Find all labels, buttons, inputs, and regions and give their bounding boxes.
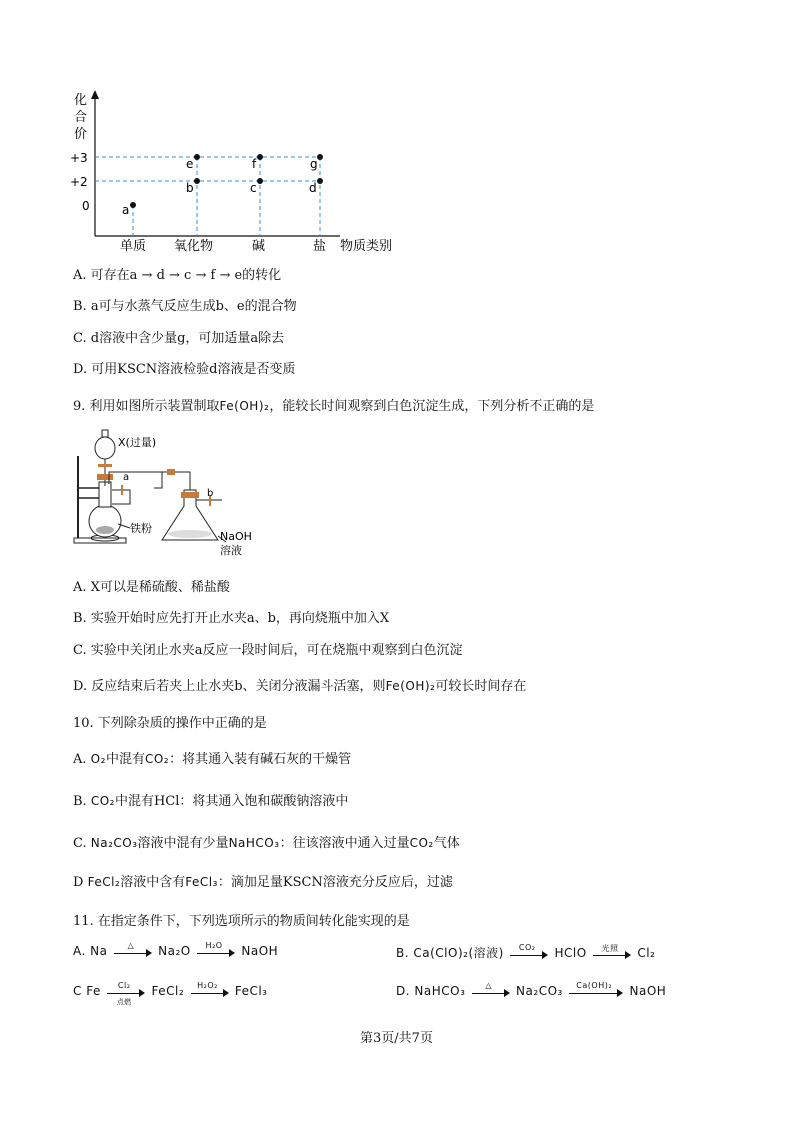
species-1: Fe bbox=[86, 984, 101, 998]
species-2: Na₂O bbox=[158, 944, 191, 958]
option-letter: A. bbox=[73, 752, 87, 767]
q11-stem: 11. 在指定条件下，下列选项所示的物质间转化能实现的是 bbox=[73, 914, 410, 929]
point-f bbox=[257, 154, 263, 160]
option-letter: D. bbox=[73, 362, 88, 377]
q11-option-b[interactable] bbox=[396, 944, 655, 961]
page-footer: 第3页/共7页 bbox=[360, 1031, 433, 1046]
option-text: 实验中关闭止水夹a反应一段时间后，可在烧瓶中观察到白色沉淀 bbox=[90, 643, 463, 658]
apparatus-label-solution: 溶液 bbox=[220, 544, 242, 557]
q9-option-b[interactable] bbox=[73, 607, 389, 626]
point-g-label: g bbox=[310, 157, 318, 171]
option-formula-2: FeCl₃ bbox=[185, 875, 218, 889]
option-letter: C. bbox=[73, 643, 87, 658]
option-letter: A. bbox=[73, 268, 87, 283]
point-e bbox=[194, 154, 200, 160]
q11-option-c[interactable] bbox=[73, 980, 268, 1006]
option-rest: ：将其通入装有碱石灰的干燥管 bbox=[169, 752, 352, 767]
option-letter: B. bbox=[73, 611, 87, 626]
option-text: 可用KSCN溶液检验d溶液是否变质 bbox=[91, 362, 296, 377]
point-a bbox=[130, 202, 136, 208]
option-text: d溶液中含少量g，可加适量a除去 bbox=[90, 331, 285, 346]
reaction-arrow-icon: 光照 bbox=[593, 947, 631, 961]
option-formula-2: NaHCO₃ bbox=[228, 836, 280, 850]
point-c bbox=[257, 178, 263, 184]
point-e-label: e bbox=[186, 157, 194, 171]
y-axis-title-1: 化 bbox=[74, 93, 88, 108]
q8-option-d[interactable] bbox=[73, 358, 296, 377]
reaction-arrow-icon: △ bbox=[114, 945, 152, 959]
apparatus-label-a: a bbox=[123, 472, 130, 483]
option-letter: B. bbox=[73, 794, 87, 809]
species-2: HClO bbox=[554, 946, 587, 960]
q9-stem bbox=[73, 395, 594, 414]
reaction-arrow-icon: △ bbox=[472, 985, 510, 999]
q10-stem: 10. 下列除杂质的操作中正确的是 bbox=[73, 716, 267, 731]
option-formula-1: Na₂CO₃ bbox=[90, 836, 138, 850]
option-text: X可以是稀硫酸、稀盐酸 bbox=[90, 580, 230, 595]
option-mid: 溶液中含有 bbox=[120, 875, 186, 890]
species-3: FeCl₃ bbox=[234, 984, 268, 998]
option-formula-1: FeCl₂ bbox=[87, 875, 121, 889]
option-text-post: 可较长时间存在 bbox=[435, 679, 527, 694]
option-formula-2: CO₂ bbox=[144, 752, 170, 766]
reaction-arrow-icon: Ca(OH)₂ bbox=[569, 985, 623, 999]
q11-option-d[interactable] bbox=[396, 980, 667, 999]
option-letter: B. bbox=[73, 299, 87, 314]
option-mid: 中混有 bbox=[105, 752, 145, 767]
species-3: NaOH bbox=[241, 944, 279, 958]
option-text: a可与水蒸气反应生成b、e的混合物 bbox=[90, 299, 297, 314]
apparatus-label-b: b bbox=[207, 488, 214, 499]
reaction-arrow-icon: CO₂ bbox=[510, 947, 548, 961]
species-1: Na bbox=[90, 944, 108, 958]
y-tick-plus2: +2 bbox=[70, 175, 88, 189]
point-c-label: c bbox=[250, 181, 257, 195]
option-letter: A. bbox=[73, 580, 87, 595]
q9-stem-pre: 9. 利用如图所示装置制取 bbox=[73, 399, 220, 414]
option-mid: 溶液中混有少量 bbox=[137, 836, 229, 851]
q8-option-a[interactable] bbox=[73, 264, 281, 283]
species-2: FeCl₂ bbox=[151, 984, 185, 998]
option-letter: D bbox=[73, 875, 84, 890]
q9-option-c[interactable] bbox=[73, 639, 463, 658]
reaction-arrow-icon: H₂O₂ bbox=[191, 985, 229, 999]
option-mid: 中混有HCl：将其通入饱和碳酸钠溶液中 bbox=[114, 794, 349, 809]
y-axis-title-3: 价 bbox=[74, 127, 88, 142]
apparatus-label-naoh: NaOH bbox=[220, 530, 252, 543]
option-rest-2: 气体 bbox=[433, 836, 460, 851]
y-tick-plus3: +3 bbox=[70, 151, 88, 165]
x-label-base: 碱 bbox=[252, 239, 266, 254]
species-1-state: (溶液) bbox=[468, 946, 504, 960]
option-letter: D. bbox=[396, 984, 411, 998]
y-tick-zero: 0 bbox=[82, 199, 90, 213]
point-f-label: f bbox=[252, 157, 257, 171]
option-letter: C bbox=[73, 984, 82, 998]
point-d-label: d bbox=[309, 181, 317, 195]
option-formula-1: O₂ bbox=[90, 752, 106, 766]
reaction-arrow-icon: Cl₂ 点燃 bbox=[107, 985, 145, 999]
option-text: 可存在a → d → c → f → e的转化 bbox=[90, 268, 282, 283]
x-label-oxide: 氧化物 bbox=[174, 239, 214, 254]
y-axis-title-2: 合 bbox=[74, 110, 88, 125]
species-1: NaHCO₃ bbox=[414, 984, 466, 998]
species-3: NaOH bbox=[629, 984, 667, 998]
q10-option-d[interactable] bbox=[73, 871, 453, 890]
option-letter: C. bbox=[73, 331, 87, 346]
option-rest: ：滴加足量KSCN溶液充分反应后，过滤 bbox=[217, 875, 453, 890]
species-3: Cl₂ bbox=[637, 946, 656, 960]
q8-option-b[interactable] bbox=[73, 295, 297, 314]
point-d bbox=[317, 178, 323, 184]
point-g bbox=[317, 154, 323, 160]
q10-option-b[interactable] bbox=[73, 790, 348, 809]
q10-option-c[interactable] bbox=[73, 832, 460, 851]
q9-formula: Fe(OH)₂ bbox=[219, 399, 270, 413]
x-label-salt: 盐 bbox=[313, 239, 327, 254]
option-text: 实验开始时应先打开止水夹a、b，再向烧瓶中加入X bbox=[90, 611, 390, 626]
point-b bbox=[194, 178, 200, 184]
q8-option-c[interactable] bbox=[73, 327, 284, 346]
option-rest: ：往该溶液中通入过量 bbox=[279, 836, 410, 851]
q9-option-d[interactable] bbox=[73, 675, 526, 694]
point-a-label: a bbox=[122, 203, 130, 217]
apparatus-label-iron: 铁粉 bbox=[130, 522, 152, 535]
option-letter: A. bbox=[73, 944, 86, 958]
x-label-element: 单质 bbox=[120, 239, 147, 254]
q9-option-a[interactable] bbox=[73, 576, 230, 595]
species-2: Na₂CO₃ bbox=[516, 984, 563, 998]
fe-oh2-apparatus-diagram bbox=[72, 428, 272, 560]
option-formula-1: CO₂ bbox=[90, 794, 115, 808]
apparatus-label-x: X(过量) bbox=[118, 436, 157, 449]
option-formula: Fe(OH)₂ bbox=[385, 679, 436, 693]
valence-class-diagram bbox=[70, 88, 415, 258]
q10-option-a[interactable] bbox=[73, 748, 351, 767]
q11-option-a[interactable] bbox=[73, 940, 279, 959]
reaction-arrow-icon: H₂O bbox=[197, 945, 235, 959]
option-letter: D. bbox=[73, 679, 88, 694]
option-letter: C. bbox=[73, 836, 87, 851]
species-1: Ca(ClO)₂ bbox=[413, 946, 469, 960]
point-b-label: b bbox=[186, 181, 194, 195]
x-label-class: 物质类别 bbox=[340, 239, 393, 254]
option-letter: B. bbox=[396, 946, 410, 960]
option-formula-3: CO₂ bbox=[409, 836, 434, 850]
q9-stem-post: ，能较长时间观察到白色沉淀生成，下列分析不正确的是 bbox=[269, 399, 595, 414]
option-text: 反应结束后若夹上止水夹b、关闭分液漏斗活塞，则 bbox=[91, 679, 386, 694]
